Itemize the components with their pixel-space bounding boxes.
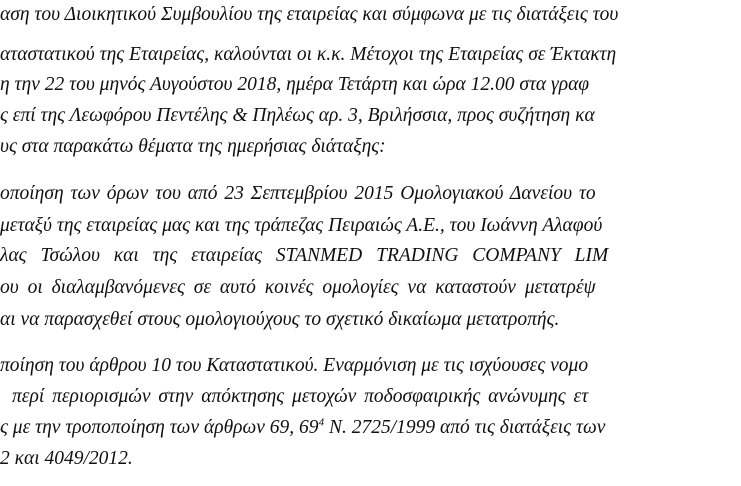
- item1-line-3: λας Τσώλου και της εταιρείας STANMED TRADING COMPANY LIM: [0, 245, 609, 266]
- item2-line-3: [0, 418, 605, 438]
- item2-line-3-tail: Ν. 2725/1999 από τις διατάξεις των: [324, 417, 606, 438]
- item1-line-2: μεταξύ της εταιρείας μας και της τράπεζας Πειραιώς Α.Ε., του Ιωάννη Αλαφού: [0, 215, 603, 236]
- item2-line-1: ποίηση του άρθρου 10 του Καταστατικού. Εναρμόνιση με τις ισχύουσες νομο: [0, 355, 589, 376]
- item1-line-5: αι να παρασχεθεί στους ομολογιούχους το σχετικό δικαίωμα μετατροπής.: [0, 309, 560, 330]
- item1-line-4: ου οι διαλαμβανόμενες σε αυτό κοινές ομολογίες να καταστούν μετατρέψ: [0, 277, 596, 298]
- item1-line-1: οποίηση των όρων του από 23 Σεπτεμβρίου 2015 Ομολογιακού Δανείου το: [0, 183, 596, 204]
- intro-line-1: αση του Διοικητικού Συμβουλίου της εταιρείας και σύμφωνα με τις διατάξεις του: [0, 4, 619, 25]
- item2-line-2: περί περιορισμών στην απόκτησης μετοχών ποδοσφαιρικής ανώνυμης ετ: [12, 386, 589, 407]
- item2-line-3-text: ς με την τροποποίηση των άρθρων 69, 69: [0, 417, 319, 438]
- intro-line-2: αταστατικού της Εταιρείας, καλούνται οι κ.κ. Μέτοχοι της Εταιρείας σε Έκτακτη: [0, 44, 617, 65]
- item2-superscript: 4: [318, 416, 325, 429]
- intro-line-3: η την 22 του μηνός Αυγούστου 2018, ημέρα Τετάρτη και ώρα 12.00 στα γραφ: [0, 74, 590, 95]
- intro-line-5: υς στα παρακάτω θέματα της ημερήσιας διάταξης:: [0, 136, 386, 157]
- intro-line-4: ς επί της Λεωφόρου Πεντέλης & Πηλέως αρ. 3, Βριλήσσια, προς συζήτηση κα: [0, 105, 595, 126]
- item2-line-4: 2 και 4049/2012.: [0, 448, 133, 469]
